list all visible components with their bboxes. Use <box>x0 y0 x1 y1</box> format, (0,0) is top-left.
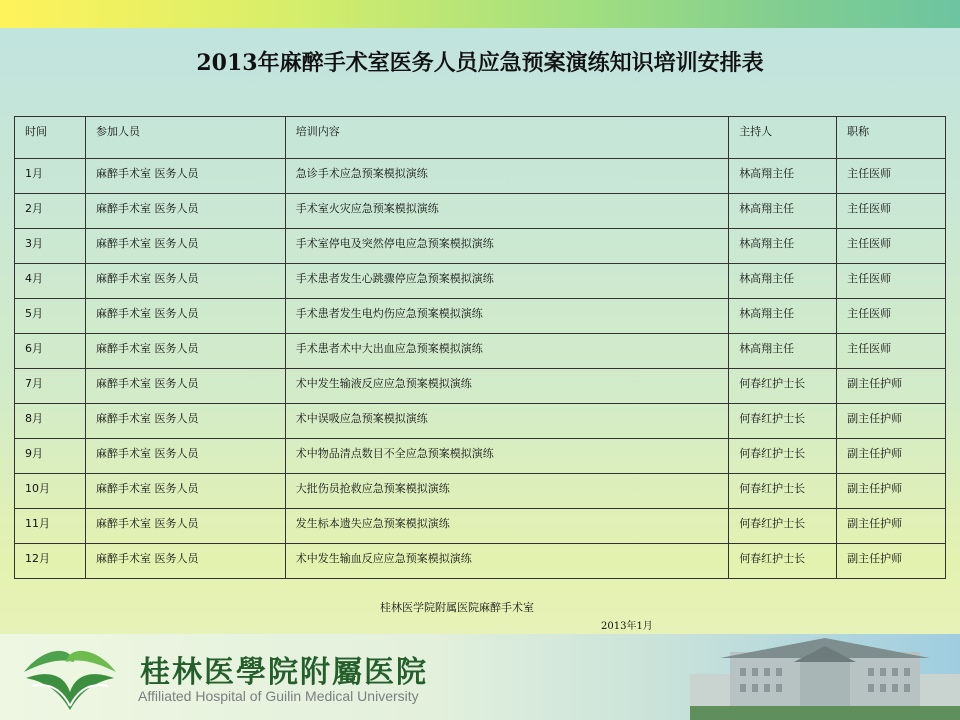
cell-title: 主任医师 <box>837 264 946 299</box>
cell-host: 林高翔主任 <box>729 264 837 299</box>
header-time: 时间 <box>15 117 86 159</box>
cell-host: 何春红护士长 <box>729 509 837 544</box>
cell-host: 何春红护士长 <box>729 439 837 474</box>
top-color-strip <box>0 0 960 28</box>
cell-content: 手术室火灾应急预案模拟演练 <box>285 194 728 229</box>
cell-host: 何春红护士长 <box>729 474 837 509</box>
table-header-row <box>15 117 946 159</box>
header-content: 培训内容 <box>285 117 728 159</box>
cell-people: 麻醉手术室 医务人员 <box>85 544 285 579</box>
cell-month: 3月 <box>15 229 86 264</box>
table-row <box>15 544 946 579</box>
cell-month: 6月 <box>15 334 86 369</box>
cell-month: 9月 <box>15 439 86 474</box>
cell-people: 麻醉手术室 医务人员 <box>85 194 285 229</box>
footer-date: 2013年1月 <box>601 621 653 632</box>
hospital-name-en: Affiliated Hospital of Guilin Medical University <box>138 688 419 704</box>
cell-content: 发生标本遗失应急预案模拟演练 <box>285 509 728 544</box>
table-row <box>15 299 946 334</box>
cell-title: 主任医师 <box>837 194 946 229</box>
cell-month: 12月 <box>15 544 86 579</box>
table-row <box>15 264 946 299</box>
cell-title: 副主任护师 <box>837 369 946 404</box>
cell-people: 麻醉手术室 医务人员 <box>85 159 285 194</box>
cell-title: 副主任护师 <box>837 544 946 579</box>
cell-month: 2月 <box>15 194 86 229</box>
footer-organization: 桂林医学院附属医院麻醉手术室 <box>380 601 534 614</box>
cell-month: 5月 <box>15 299 86 334</box>
header-people: 参加人员 <box>85 117 285 159</box>
cell-people: 麻醉手术室 医务人员 <box>85 264 285 299</box>
cell-people: 麻醉手术室 医务人员 <box>85 334 285 369</box>
cell-title: 副主任护师 <box>837 509 946 544</box>
cell-title: 副主任护师 <box>837 404 946 439</box>
cell-host: 何春红护士长 <box>729 404 837 439</box>
hospital-building-icon <box>690 634 960 720</box>
cell-people: 麻醉手术室 医务人员 <box>85 404 285 439</box>
cell-content: 急诊手术应急预案模拟演练 <box>285 159 728 194</box>
cell-month: 1月 <box>15 159 86 194</box>
cell-host: 林高翔主任 <box>729 229 837 264</box>
training-schedule-table <box>14 116 946 579</box>
cell-month: 8月 <box>15 404 86 439</box>
table-row <box>15 509 946 544</box>
header-title: 职称 <box>837 117 946 159</box>
cell-content: 手术患者发生电灼伤应急预案模拟演练 <box>285 299 728 334</box>
cell-title: 副主任护师 <box>837 439 946 474</box>
cell-host: 林高翔主任 <box>729 194 837 229</box>
cell-content: 术中发生输液反应应急预案模拟演练 <box>285 369 728 404</box>
cell-people: 麻醉手术室 医务人员 <box>85 299 285 334</box>
table-row <box>15 159 946 194</box>
cell-content: 术中误吸应急预案模拟演练 <box>285 404 728 439</box>
cell-host: 何春红护士长 <box>729 544 837 579</box>
table-row <box>15 474 946 509</box>
cell-content: 术中物品清点数目不全应急预案模拟演练 <box>285 439 728 474</box>
cell-content: 手术患者发生心跳骤停应急预案模拟演练 <box>285 264 728 299</box>
cell-people: 麻醉手术室 医务人员 <box>85 439 285 474</box>
hospital-name-cn: 桂林医學院附屬医院 <box>140 655 428 690</box>
cell-people: 麻醉手术室 医务人员 <box>85 369 285 404</box>
cell-month: 11月 <box>15 509 86 544</box>
page-title: 2013年麻醉手术室医务人员应急预案演练知识培训安排表 <box>196 50 764 76</box>
cell-title: 主任医师 <box>837 334 946 369</box>
hospital-leaf-logo-icon <box>14 640 126 714</box>
header-host: 主持人 <box>729 117 837 159</box>
cell-content: 手术患者术中大出血应急预案模拟演练 <box>285 334 728 369</box>
cell-content: 大批伤员抢救应急预案模拟演练 <box>285 474 728 509</box>
cell-host: 林高翔主任 <box>729 159 837 194</box>
cell-title: 主任医师 <box>837 299 946 334</box>
cell-title: 副主任护师 <box>837 474 946 509</box>
cell-people: 麻醉手术室 医务人员 <box>85 229 285 264</box>
cell-host: 林高翔主任 <box>729 299 837 334</box>
cell-people: 麻醉手术室 医务人员 <box>85 509 285 544</box>
cell-month: 4月 <box>15 264 86 299</box>
cell-month: 7月 <box>15 369 86 404</box>
cell-month: 10月 <box>15 474 86 509</box>
cell-people: 麻醉手术室 医务人员 <box>85 474 285 509</box>
cell-title: 主任医师 <box>837 229 946 264</box>
table-row <box>15 229 946 264</box>
cell-title: 主任医师 <box>837 159 946 194</box>
table-row <box>15 369 946 404</box>
cell-content: 手术室停电及突然停电应急预案模拟演练 <box>285 229 728 264</box>
cell-host: 何春红护士长 <box>729 369 837 404</box>
table-row <box>15 334 946 369</box>
cell-content: 术中发生输血反应应急预案模拟演练 <box>285 544 728 579</box>
table-row <box>15 439 946 474</box>
table-row <box>15 194 946 229</box>
table-body <box>15 159 946 579</box>
table-row <box>15 404 946 439</box>
cell-host: 林高翔主任 <box>729 334 837 369</box>
